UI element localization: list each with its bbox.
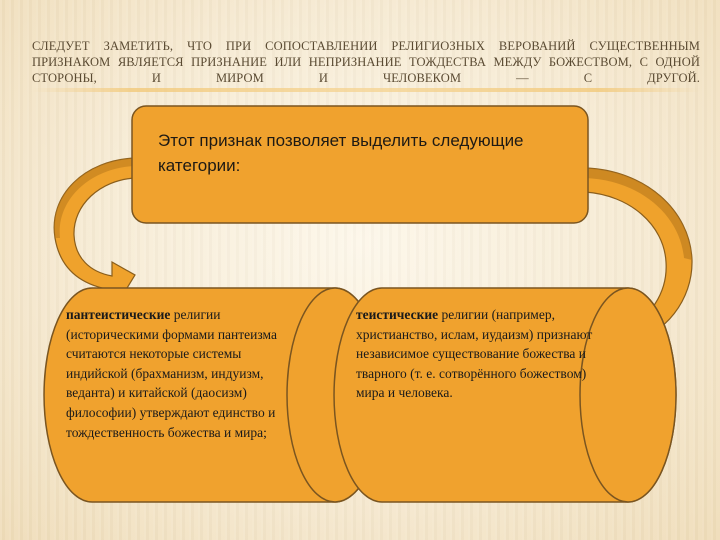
- left-curved-arrow: [54, 158, 135, 306]
- theistic-text: религии (например, христианство, ислам, иудаизм) признают независимое существование божества и тварного (т. е. сотворённого божеством) мира и человека.: [356, 307, 593, 401]
- theistic-description: [356, 305, 606, 403]
- pantheistic-text: религии (историческими формами пантеизма считаются некоторые системы индийской (брахманизм, индуизм, веданта) и китайской (даосизм) философии) утверждают единство и тождественность божества и мира;: [66, 307, 277, 440]
- pantheistic-description: [66, 305, 306, 442]
- pantheistic-term: пантеистические: [66, 307, 171, 322]
- slide-title: СЛЕДУЕТ ЗАМЕТИТЬ, ЧТО ПРИ СОПОСТАВЛЕНИИ РЕЛИГИОЗНЫХ ВЕРОВАНИЙ СУЩЕСТВЕННЫМ ПРИЗНАКОМ ЯВЛЯЕТСЯ ПРИЗНАНИЕ ИЛИ НЕПРИЗНАНИЕ ТОЖДЕСТВА МЕЖДУ БОЖЕСТВОМ, С ОДНОЙ СТОРОНЫ, И МИРОМ И ЧЕЛОВЕКОМ — С ДРУГОЙ.: [32, 39, 700, 85]
- theistic-term: теистические: [356, 307, 439, 322]
- callout-text: Этот признак позволяет выделить следующие категории:: [158, 131, 524, 175]
